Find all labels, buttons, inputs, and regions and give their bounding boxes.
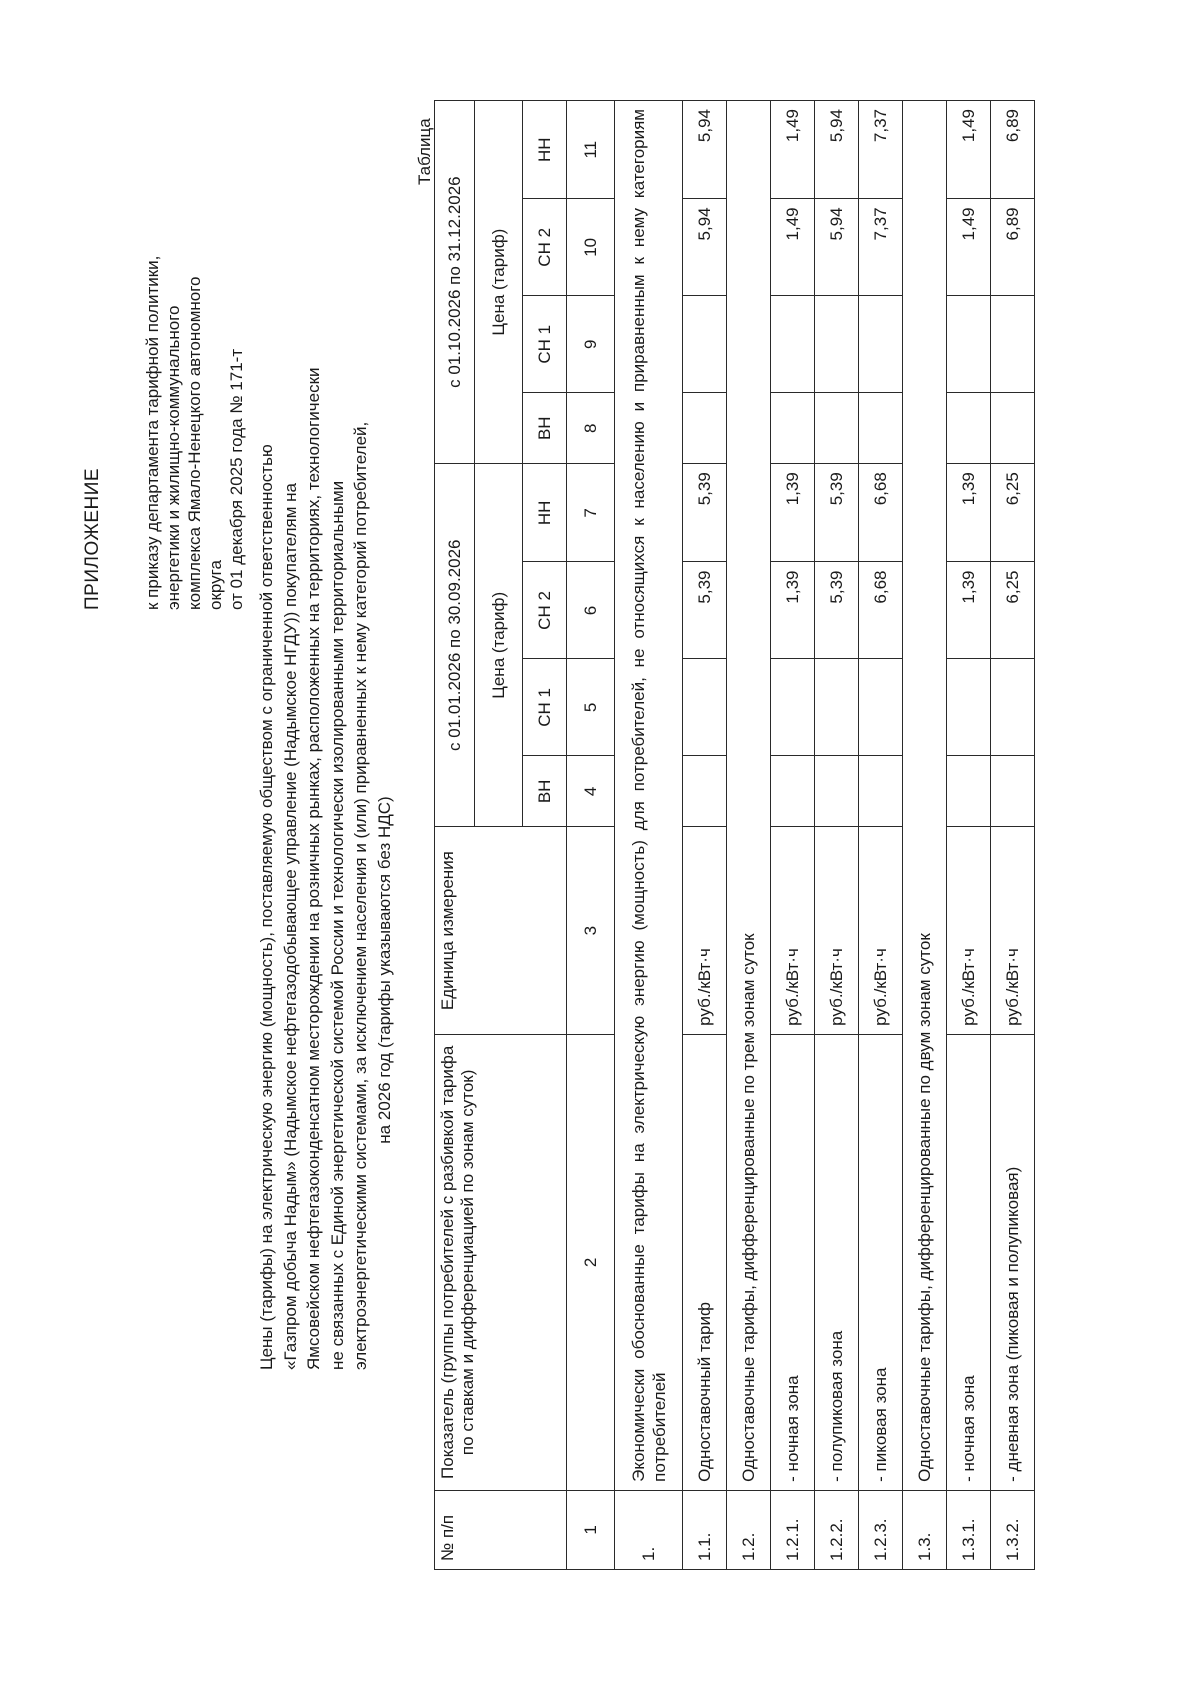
price-cell	[991, 659, 1035, 756]
price-cell: 1,39	[947, 562, 991, 659]
section-text: Одноставочные тарифы, дифференцированные по трем зонам суток	[727, 101, 771, 1491]
price-cell	[947, 659, 991, 756]
table-row	[771, 101, 815, 1570]
price-cell: 1,39	[771, 464, 815, 562]
column-number: 8	[567, 393, 615, 464]
price-cell: 6,68	[859, 464, 903, 562]
price-cell: 5,39	[683, 562, 727, 659]
price-cell	[683, 296, 727, 393]
section-row	[727, 101, 771, 1570]
row-num: 1.2.1.	[771, 1490, 815, 1569]
header-num: № п/п	[435, 1490, 567, 1569]
row-num: 1.3.1.	[947, 1490, 991, 1569]
price-cell	[815, 756, 859, 827]
row-num: 1.2.	[727, 1490, 771, 1569]
document-title-line: «Газпром добыча Надым» (Надымское нефтегазодобывающее управление (Надымское НГДУ)) покупателям на	[280, 483, 300, 1370]
header-indicator: Показатель (группы потребителей с разбивкой тарифа по ставкам и дифференциацией по зонам суток)	[435, 1034, 567, 1490]
document-title-line: электроэнергетическими системами, за исключением населения и (или) приравненных к нему категорий потребителей,	[351, 421, 370, 1370]
column-number: 5	[567, 659, 615, 756]
column-number: 9	[567, 296, 615, 393]
document-title-line: Ямсовейском нефтегазоконденсатном месторождении на розничных рынках, расположенных на территориях, технологически	[304, 367, 323, 1370]
row-name: - пиковая зона	[859, 1034, 903, 1490]
price-cell: 1,49	[771, 101, 815, 199]
row-num: 1.	[615, 1490, 683, 1569]
price-cell: 5,39	[683, 464, 727, 562]
row-unit: руб./кВт·ч	[815, 827, 859, 1035]
tariff-table	[434, 100, 1035, 1570]
price-cell	[815, 393, 859, 464]
table-row	[815, 101, 859, 1570]
price-cell: 5,39	[815, 464, 859, 562]
price-cell	[771, 393, 815, 464]
price-cell	[859, 756, 903, 827]
row-unit: руб./кВт·ч	[771, 827, 815, 1035]
document-title-line: не связанных с Единой энергетической системой России и технологически изолированными территориальными	[327, 480, 347, 1370]
document-title-line: Цены (тарифы) на электрическую энергию (мощность), поставляемую обществом с ограниченной ответственностью	[257, 444, 276, 1370]
header-unit: Единица измерения	[435, 827, 567, 1035]
row-unit: руб./кВт·ч	[683, 827, 727, 1035]
appendix-subtitle-line: от 01 декабря 2025 года № 171-т	[227, 348, 246, 610]
header-level: НН	[523, 464, 567, 562]
price-cell: 7,37	[859, 101, 903, 199]
appendix-subtitle-line: округа	[206, 560, 225, 610]
table-row	[947, 101, 991, 1570]
price-cell: 1,39	[771, 562, 815, 659]
price-cell: 5,94	[815, 199, 859, 296]
section-row	[615, 101, 683, 1570]
price-cell	[947, 393, 991, 464]
row-num: 1.3.2.	[991, 1490, 1035, 1569]
price-cell: 5,94	[815, 101, 859, 199]
price-cell	[991, 756, 1035, 827]
price-cell: 1,49	[771, 199, 815, 296]
price-cell: 1,49	[947, 101, 991, 199]
price-cell	[991, 296, 1035, 393]
row-num: 1.2.2.	[815, 1490, 859, 1569]
header-row	[435, 101, 475, 1570]
price-cell: 1,49	[947, 199, 991, 296]
price-cell: 6,89	[991, 101, 1035, 199]
column-number: 10	[567, 199, 615, 296]
column-number: 11	[567, 101, 615, 199]
price-cell	[683, 393, 727, 464]
table-label: Таблица	[415, 118, 434, 185]
table-row	[991, 101, 1035, 1570]
table-row	[683, 101, 727, 1570]
price-cell: 6,25	[991, 464, 1035, 562]
row-unit: руб./кВт·ч	[991, 827, 1035, 1035]
table-row	[859, 101, 903, 1570]
section-text: Одноставочные тарифы, дифференцированные по двум зонам суток	[903, 101, 947, 1491]
price-cell	[991, 393, 1035, 464]
document-title	[255, 367, 396, 1370]
column-number-row	[567, 101, 615, 1570]
appendix-subtitle-line: энергетики и жилищно-коммунального	[164, 305, 183, 610]
price-cell	[859, 659, 903, 756]
header-period-2: с 01.10.2026 по 31.12.2026	[435, 101, 475, 464]
row-name: - дневная зона (пиковая и полупиковая)	[991, 1034, 1035, 1490]
appendix-subtitle-line: комплекса Ямало-Ненецкого автономного	[185, 276, 204, 610]
header-price-2: Цена (тариф)	[475, 101, 523, 464]
price-cell: 5,94	[683, 199, 727, 296]
row-num: 1.1.	[683, 1490, 727, 1569]
column-number: 4	[567, 756, 615, 827]
price-cell	[771, 756, 815, 827]
row-name: - ночная зона	[947, 1034, 991, 1490]
row-num: 1.3.	[903, 1490, 947, 1569]
column-number: 6	[567, 562, 615, 659]
header-level: НН	[523, 101, 567, 199]
column-number: 2	[567, 1034, 615, 1490]
row-name: - полупиковая зона	[815, 1034, 859, 1490]
appendix-subtitle	[142, 170, 247, 610]
section-text: Экономически обоснованные тарифы на электрическую энергию (мощность) для потребителей, не относящихся к населению и приравненным к нему категориям потребителей	[615, 101, 683, 1491]
header-level: СН 1	[523, 659, 567, 756]
price-cell	[947, 756, 991, 827]
row-unit: руб./кВт·ч	[859, 827, 903, 1035]
price-cell	[859, 296, 903, 393]
header-period-1: с 01.01.2026 по 30.09.2026	[435, 464, 475, 827]
appendix-title: ПРИЛОЖЕНИЕ	[82, 467, 103, 610]
appendix-subtitle-line: к приказу департамента тарифной политики,	[143, 255, 162, 610]
header-level: ВН	[523, 756, 567, 827]
row-name: Одноставочный тариф	[683, 1034, 727, 1490]
header-price-1: Цена (тариф)	[475, 464, 523, 827]
price-cell: 6,25	[991, 562, 1035, 659]
row-num: 1.2.3.	[859, 1490, 903, 1569]
price-cell	[815, 659, 859, 756]
header-level: СН 2	[523, 562, 567, 659]
header-level: СН 1	[523, 296, 567, 393]
header-level: СН 2	[523, 199, 567, 296]
price-cell	[815, 296, 859, 393]
column-number: 7	[567, 464, 615, 562]
price-cell: 7,37	[859, 199, 903, 296]
row-unit: руб./кВт·ч	[947, 827, 991, 1035]
price-cell	[683, 659, 727, 756]
price-cell: 6,68	[859, 562, 903, 659]
column-number: 3	[567, 827, 615, 1035]
price-cell	[947, 296, 991, 393]
price-cell	[771, 296, 815, 393]
price-cell: 5,39	[815, 562, 859, 659]
column-number: 1	[567, 1490, 615, 1569]
row-name: - ночная зона	[771, 1034, 815, 1490]
price-cell	[683, 756, 727, 827]
section-row	[903, 101, 947, 1570]
price-cell: 1,39	[947, 464, 991, 562]
price-cell	[859, 393, 903, 464]
price-cell: 6,89	[991, 199, 1035, 296]
header-level: ВН	[523, 393, 567, 464]
document-title-line: на 2026 год (тарифы указываются без НДС)	[374, 796, 394, 1144]
price-cell: 5,94	[683, 101, 727, 199]
price-cell	[771, 659, 815, 756]
